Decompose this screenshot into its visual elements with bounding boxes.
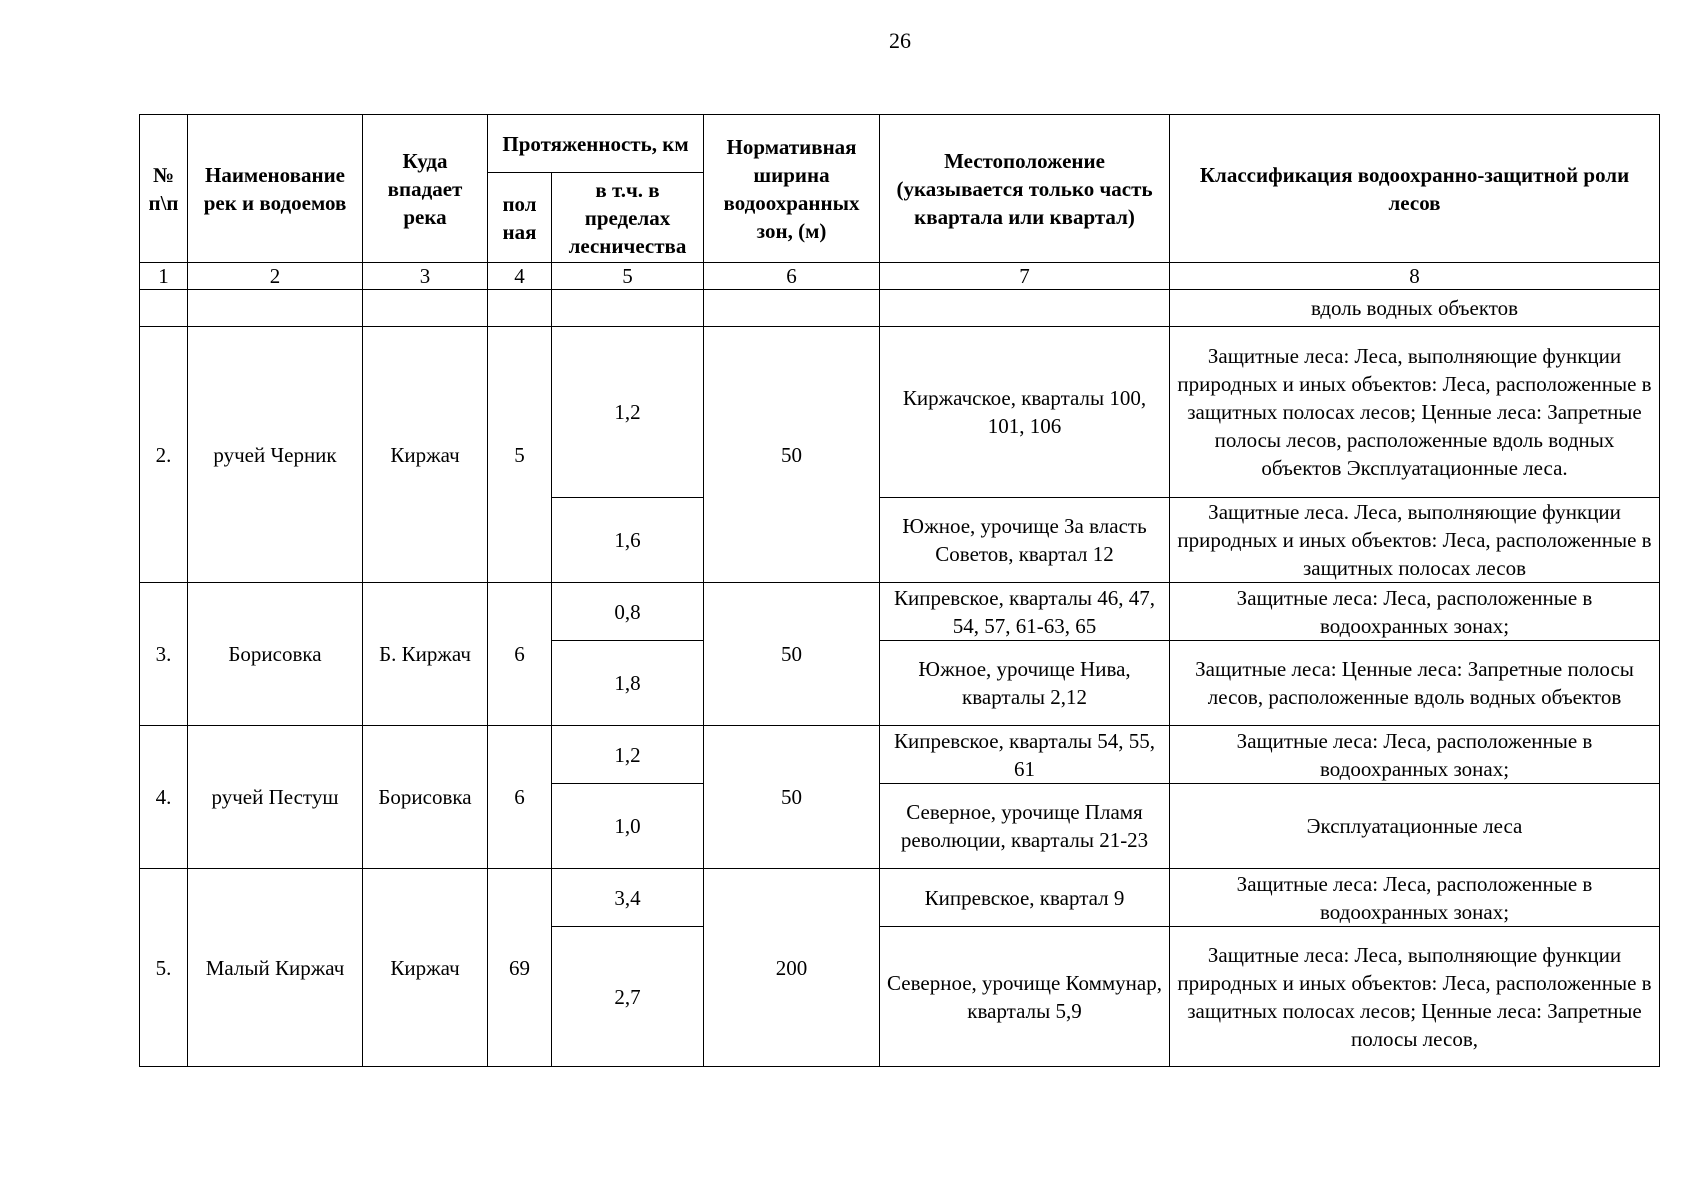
zone-width: 50 (704, 583, 880, 726)
location: Северное, урочище Пламя революции, кварталы 21-23 (880, 784, 1170, 869)
continuation-text: вдоль водных объектов (1170, 290, 1660, 327)
column-number: 3 (363, 263, 488, 290)
length-in-forestry: 3,4 (552, 869, 704, 927)
column-number-row (140, 263, 1660, 290)
length-in-forestry: 1,0 (552, 784, 704, 869)
length-full: 6 (488, 726, 552, 869)
length-in-forestry: 2,7 (552, 927, 704, 1067)
classification: Защитные леса: Леса, расположенные в водоохранных зонах; (1170, 869, 1660, 927)
location: Кипревское, кварталы 54, 55, 61 (880, 726, 1170, 784)
table-row (140, 726, 1660, 784)
empty-cell (188, 290, 363, 327)
header-classification: Классификация водоохранно-защитной роли лесов (1170, 115, 1660, 263)
river-name: Борисовка (188, 583, 363, 726)
header-length-in-forestry: в т.ч. в пределах лесничества (552, 173, 704, 263)
river-name: ручей Пестуш (188, 726, 363, 869)
column-number: 5 (552, 263, 704, 290)
classification: Защитные леса: Леса, расположенные в водоохранных зонах; (1170, 583, 1660, 641)
column-number: 4 (488, 263, 552, 290)
classification: Защитные леса: Леса, выполняющие функции природных и иных объектов: Леса, расположенные в защитных полосах лесов; Ценные леса: Запретные полосы лесов, (1170, 927, 1660, 1067)
header-num: № п\п (140, 115, 188, 263)
classification: Эксплуатационные леса (1170, 784, 1660, 869)
column-number: 8 (1170, 263, 1660, 290)
empty-cell (704, 290, 880, 327)
length-full: 69 (488, 869, 552, 1067)
column-number: 7 (880, 263, 1170, 290)
length-in-forestry: 1,6 (552, 498, 704, 583)
water-protection-table (139, 114, 1660, 1067)
length-in-forestry: 1,2 (552, 327, 704, 498)
header-width: Нормативная ширина водоохранных зон, (м) (704, 115, 880, 263)
empty-cell (880, 290, 1170, 327)
flows-into: Киржач (363, 869, 488, 1067)
river-name: ручей Черник (188, 327, 363, 583)
row-number: 2. (140, 327, 188, 583)
empty-cell (363, 290, 488, 327)
location: Киржачское, кварталы 100, 101, 106 (880, 327, 1170, 498)
column-number: 2 (188, 263, 363, 290)
empty-cell (488, 290, 552, 327)
column-number: 6 (704, 263, 880, 290)
header-location: Местоположение (указывается только часть квартала или квартал) (880, 115, 1170, 263)
header-flows-into: Куда впадает река (363, 115, 488, 263)
zone-width: 50 (704, 726, 880, 869)
flows-into: Борисовка (363, 726, 488, 869)
zone-width: 200 (704, 869, 880, 1067)
length-in-forestry: 1,8 (552, 641, 704, 726)
row-number: 3. (140, 583, 188, 726)
header-length: Протяженность, км (488, 115, 704, 173)
location: Северное, урочище Коммунар, кварталы 5,9 (880, 927, 1170, 1067)
header-name: Наименование рек и водоемов (188, 115, 363, 263)
row-number: 4. (140, 726, 188, 869)
header-length-full: пол ная (488, 173, 552, 263)
zone-width: 50 (704, 327, 880, 583)
page-number: 26 (889, 28, 911, 53)
location: Южное, урочище Нива, кварталы 2,12 (880, 641, 1170, 726)
continuation-row (140, 290, 1660, 327)
length-full: 5 (488, 327, 552, 583)
empty-cell (140, 290, 188, 327)
column-number: 1 (140, 263, 188, 290)
classification: Защитные леса. Леса, выполняющие функции природных и иных объектов: Леса, расположенные в защитных полосах лесов (1170, 498, 1660, 583)
classification: Защитные леса: Ценные леса: Запретные полосы лесов, расположенные вдоль водных объектов (1170, 641, 1660, 726)
table-row (140, 869, 1660, 927)
river-name: Малый Киржач (188, 869, 363, 1067)
length-in-forestry: 0,8 (552, 583, 704, 641)
classification: Защитные леса: Леса, выполняющие функции природных и иных объектов: Леса, расположенные в защитных полосах лесов; Ценные леса: Запретные полосы лесов, расположенные вдоль водных объектов Эксплуатационные леса. (1170, 327, 1660, 498)
length-in-forestry: 1,2 (552, 726, 704, 784)
table-row (140, 327, 1660, 498)
flows-into: Киржач (363, 327, 488, 583)
empty-cell (552, 290, 704, 327)
location: Южное, урочище За власть Советов, квартал 12 (880, 498, 1170, 583)
location: Кипревское, квартал 9 (880, 869, 1170, 927)
location: Кипревское, кварталы 46, 47, 54, 57, 61-63, 65 (880, 583, 1170, 641)
flows-into: Б. Киржач (363, 583, 488, 726)
row-number: 5. (140, 869, 188, 1067)
length-full: 6 (488, 583, 552, 726)
table-row (140, 583, 1660, 641)
classification: Защитные леса: Леса, расположенные в водоохранных зонах; (1170, 726, 1660, 784)
